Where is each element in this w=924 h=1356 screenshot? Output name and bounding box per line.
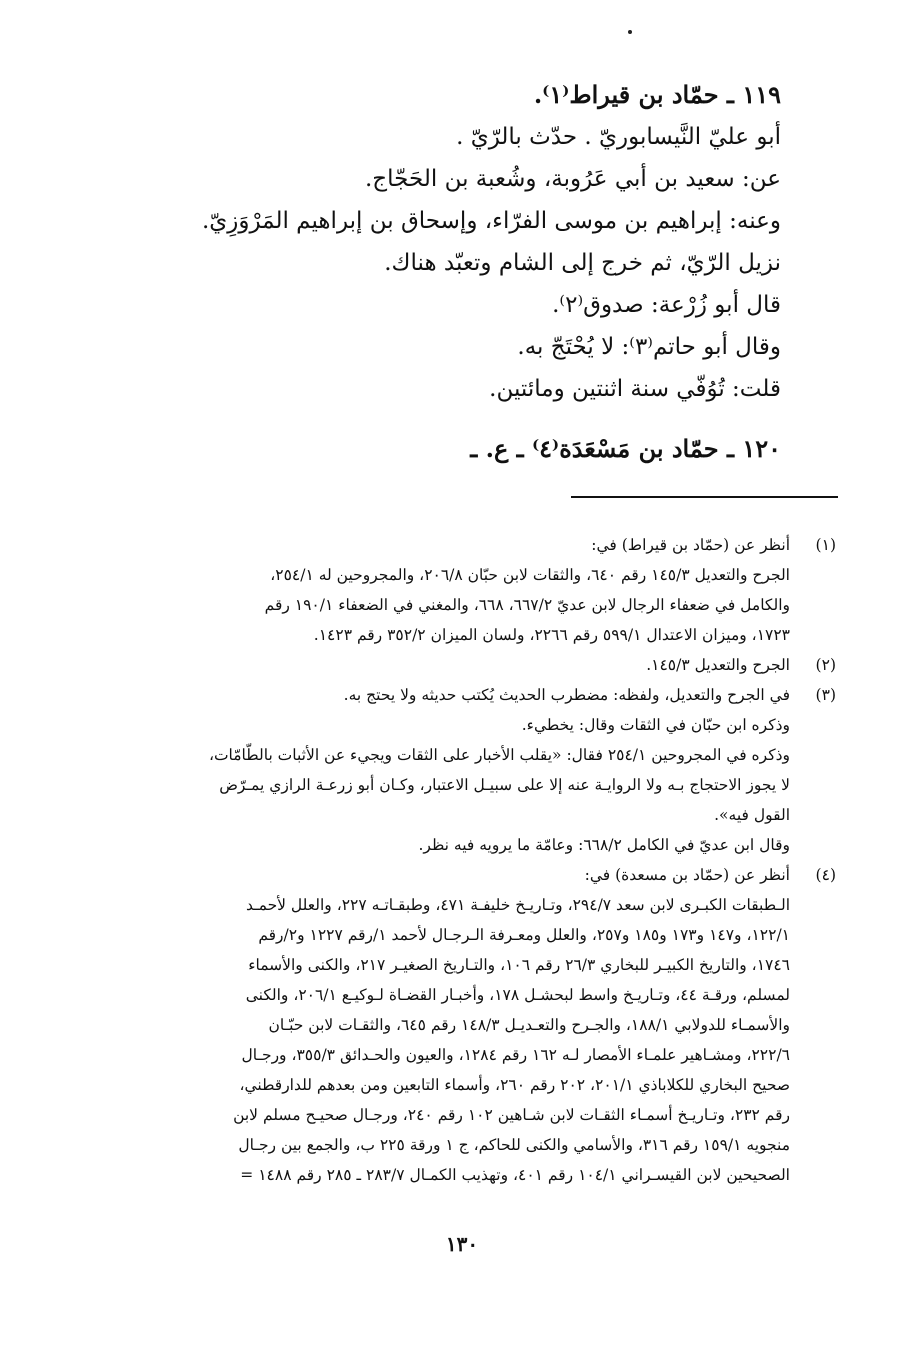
- footnote-line: والأسمـاء للدولابي ١٨٨/١، والجـرح والتعـديـل ١٤٨/٣ رقم ٦٤٥، والثقـات لابن حبّـان: [268, 1016, 790, 1034]
- footnote-2: [94, 650, 836, 680]
- footnote-number: (١): [815, 536, 836, 554]
- footnote-line: الجرح والتعديل ١٤٥/٣ رقم ٦٤٠، والثقات لابن حبّان ٢٠٦/٨، والمجروحين له ٢٥٤/١،: [270, 566, 790, 584]
- footnote-number: (٣): [815, 686, 836, 704]
- footnote-line: ١٢٢/١، و١٤٧ و١٧٣ و١٨٥ و٢٥٧، والعلل ومعـرفة الـرجـال لأحمد ١/رقم ١٢٢٧ و٢/رقم: [258, 926, 790, 944]
- text-line: وعنه: إبراهيم بن موسى الفرّاء، وإسحاق بن إبراهيم المَرْوَزِيّ.: [201, 208, 781, 234]
- text-line: قال أبو زُرْعة: صدوق⁽٢⁾.: [552, 292, 781, 318]
- footnote-line: ٢٢٢/٦، ومشـاهير علمـاء الأمصار لـه ١٦٢ رقم ١٢٨٤، والعيون والحـدائق ٣٥٥/٣، ورجـال: [241, 1046, 790, 1064]
- footnote-line: الجرح والتعديل ١٤٥/٣.: [646, 656, 790, 674]
- footnote-line: وقال ابن عديّ في الكامل ٦٦٨/٢: وعامّة ما يرويه فيه نظر.: [418, 836, 790, 854]
- text-line: أبو عليّ النَّيسابوريّ . حدّث بالرّيّ .: [456, 124, 781, 150]
- footnote-line: أنظر عن (حمّاد بن مسعدة) في:: [584, 866, 790, 884]
- footnote-line: لمسلم، ورقـة ٤٤، وتـاريـخ واسط لبحشـل ١٧٨، وأخبـار القضـاة لـوكيـع ٢٠٦/١، والكنى: [245, 986, 790, 1004]
- footnote-line: منجويه ١٥٩/١ رقم ٣١٦، والأسامي والكنى للحاكم، ج ١ ورقة ٢٢٥ ب، والجمع بين رجـال: [238, 1136, 790, 1154]
- footnote-number: (٢): [815, 656, 836, 674]
- entry-heading-119: ١١٩ ـ حمّاد بن قيراط⁽١⁾.: [533, 80, 781, 109]
- footnote-separator: [571, 496, 838, 498]
- footnotes: [94, 530, 836, 1190]
- main-text: [101, 80, 781, 476]
- footnote-line: في الجرح والتعديل، ولفظه: مضطرب الحديث يُكتب حديثه ولا يحتج به.: [343, 686, 790, 704]
- footnote-line: وذكره ابن حبّان في الثقات وقال: يخطيء.: [521, 716, 790, 734]
- page-number: ١٣٠: [445, 1232, 479, 1256]
- footnote-line: رقم ٢٣٢، وتـاريـخ أسمـاء الثقـات لابن شـاهين ١٠٢ رقم ٢٤٠، ورجـال صحيـح مسلم لابن: [233, 1106, 790, 1124]
- footnote-line: أنظر عن (حمّاد بن قيراط) في:: [591, 536, 790, 554]
- text-line: وقال أبو حاتم⁽٣⁾: لا يُحْتَجّ به.: [517, 334, 781, 360]
- entry-heading-120: ١٢٠ ـ حمّاد بن مَسْعَدَة⁽٤⁾ ـ ع. ـ: [470, 434, 781, 463]
- footnote-line: الصحيحين لابن القيسـراني ١٠٤/١ رقم ٤٠١، وتهذيب الكمـال ٢٨٣/٧ ـ ٢٨٥ رقم ١٤٨٨ =: [240, 1166, 790, 1184]
- footnote-line: القول فيه».: [714, 806, 790, 824]
- footnote-4: [94, 860, 836, 1190]
- footnote-line: ١٧٤٦، والتاريخ الكبيـر للبخاري ٢٦/٣ رقم ١٠٦، والتـاريخ الصغيـر ٢١٧، والكنى والأسماء: [248, 956, 790, 974]
- text-line: قلت: تُوُفّي سنة اثنتين ومائتين.: [489, 376, 781, 402]
- footnote-line: الـطبقات الكبـرى لابن سعد ٢٩٤/٧، وتـاريـخ خليفـة ٤٧١، وطبقـاتـه ٢٢٧، والعلل لأحمـد: [245, 896, 790, 914]
- footnote-line: والكامل في ضعفاء الرجال لابن عديّ ٦٦٧/٢، ٦٦٨، والمغني في الضعفاء ١٩٠/١ رقم: [264, 596, 790, 614]
- text-line: نزيل الرّيّ، ثم خرج إلى الشام وتعبّد هناك.: [384, 250, 781, 276]
- footnote-line: لا يجوز الاحتجاج بـه ولا الروايـة عنه إلا على سبيـل الاعتبار، وكـان أبو زرعـة الرازي يمـرّض: [219, 776, 790, 794]
- text-line: عن: سعيد بن أبي عَرُوبة، وشُعبة بن الحَجّاج.: [365, 166, 781, 192]
- footnote-line: وذكره في المجروحين ٢٥٤/١ فقال: «يقلب الأخبار على الثقات ويجيء عن الأثبات بالطّامّات،: [208, 746, 790, 764]
- footnote-line: صحيح البخاري للكلاباذي ٢٠١/١، ٢٠٢ رقم ٢٦٠، وأسماء التابعين ومن بعدهم للدارقطني،: [239, 1076, 790, 1094]
- footnote-3: [94, 680, 836, 860]
- footnote-1: [94, 530, 836, 650]
- footnote-line: ١٧٢٣، وميزان الاعتدال ٥٩٩/١ رقم ٢٢٦٦، ولسان الميزان ٣٥٢/٢ رقم ١٤٢٣.: [313, 626, 790, 644]
- ink-dot: [628, 30, 632, 34]
- footnote-number: (٤): [815, 866, 836, 884]
